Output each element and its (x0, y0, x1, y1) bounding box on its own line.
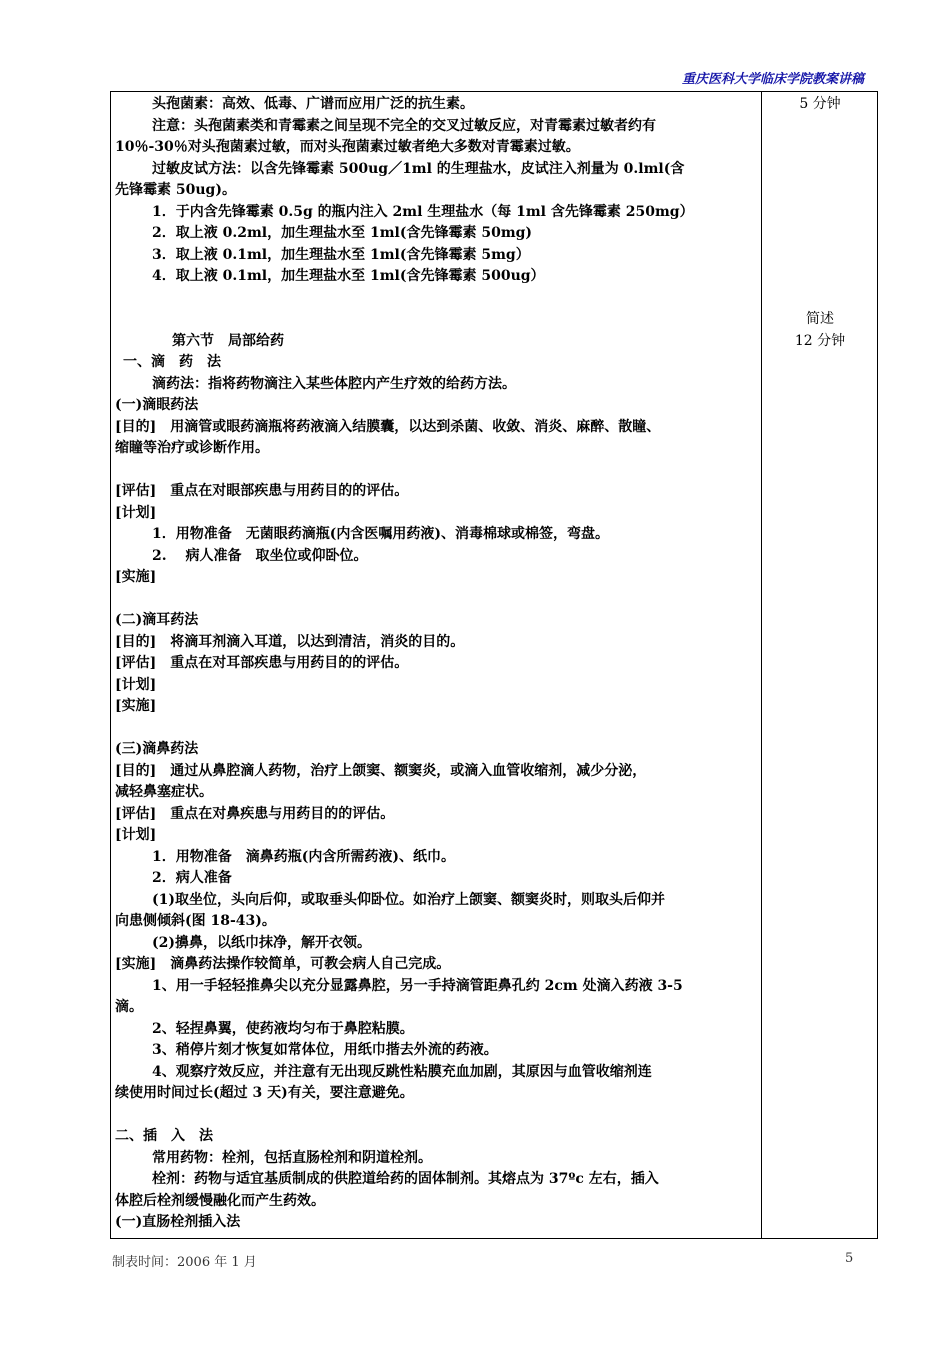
text-line: 注意：头孢菌素类和青霉素之间呈现不完全的交叉过敏反应，对青霉素过敏者约有 (152, 117, 656, 134)
header-title: 重庆医科大学临床学院教案讲稿 (681, 72, 864, 87)
time-note-2b: 12 分钟 (794, 333, 846, 349)
subsection-title: 二、插 入 法 (115, 1128, 213, 1144)
text-line: [计划] (115, 504, 157, 521)
text-line: 3．取上液 0.1ml，加生理盐水至 1ml(含先锋霉素 5mg） (152, 246, 530, 263)
footer-made-time: 制表时间：2006 年 1 月 (112, 1255, 257, 1270)
text-line: 4．取上液 0.1ml，加生理盐水至 1ml(含先锋霉素 500ug） (152, 268, 545, 284)
subsection-heading: (二)滴耳药法 (115, 612, 199, 628)
text-line: [评估] 重点在对眼部疾患与用药目的的评估。 (115, 483, 409, 499)
text-line: [目的] 将滴耳剂滴入耳道，以达到清洁，消炎的目的。 (115, 633, 465, 650)
text-line: 缩瞳等治疗或诊断作用。 (115, 440, 269, 456)
text-line: 1．于内含先锋霉素 0.5g 的瓶内注入 2ml 生理盐水（每 1ml 含先锋霉素 250mg） (152, 203, 694, 220)
text-line: 滴药法：指将药物滴注入某些体腔内产生疗效的给药方法。 (152, 375, 516, 392)
text-line: 3、稍停片刻才恢复如常体位，用纸巾揩去外流的药液。 (152, 1042, 498, 1058)
subsection-heading: (三)滴鼻药法 (115, 741, 199, 757)
text-line: 常用药物：栓剂，包括直肠栓剂和阴道栓剂。 (152, 1149, 432, 1166)
time-note-1: 5 分钟 (799, 96, 841, 112)
text-line: (1)取坐位，头向后仰，或取垂头仰卧位。如治疗上颌窦、额窦炎时，则取头后仰并 (152, 891, 665, 908)
text-line: (2)擤鼻，以纸巾抹净，解开衣领。 (152, 934, 371, 951)
text-line: 1．用物准备 滴鼻药瓶(内含所需药液)、纸巾。 (152, 848, 455, 865)
text-line: [实施] (115, 698, 157, 714)
subsection-heading: (一)滴眼药法 (115, 397, 199, 413)
main-content (115, 94, 757, 1234)
text-line: 滴。 (115, 999, 143, 1015)
subsection-heading: (一)直肠栓剂插入法 (115, 1214, 241, 1230)
text-line: [评估] 重点在对耳部疾患与用药目的的评估。 (115, 655, 409, 671)
text-line: 栓剂：药物与适宜基质制成的供腔道给药的固体制剂。其熔点为 37ºc 左右，插入 (152, 1171, 659, 1187)
text-line: 10％-30％对头孢菌素过敏，而对头孢菌素过敏者绝大多数对青霉素过敏。 (115, 139, 580, 155)
text-line: 减轻鼻塞症状。 (115, 784, 213, 800)
text-line: [实施] (115, 569, 157, 585)
column-divider (761, 92, 762, 1238)
section-title: 第六节 局部给药 (172, 332, 284, 349)
text-line: 2．病人准备 (152, 870, 232, 886)
text-line: 过敏皮试方法：以含先锋霉素 500ug／1ml 的生理盐水，皮试注入剂量为 0.lml(含 (152, 160, 685, 177)
text-line: [实施] 滴鼻药法操作较简单，可教会病人自己完成。 (115, 956, 451, 972)
text-line: 头孢菌素：高效、低毒、广谱而应用广泛的抗生素。 (152, 96, 474, 112)
text-line: 2．取上液 0.2ml，加生理盐水至 1ml(含先锋霉素 50mg) (152, 225, 533, 241)
page-number: 5 (845, 1251, 854, 1266)
text-line: 1．用物准备 无菌眼药滴瓶(内含医嘱用药液)、消毒棉球或棉签，弯盘。 (152, 526, 609, 542)
text-line: 体腔后栓剂缓慢融化而产生药效。 (115, 1192, 325, 1209)
text-line: 向患侧倾斜(图 18-43)。 (115, 913, 276, 929)
text-line: 2、轻捏鼻翼，使药液均匀布于鼻腔粘膜。 (152, 1020, 414, 1037)
text-line: [计划] (115, 827, 157, 843)
text-line: [目的] 通过从鼻腔滴人药物，治疗上颌窦、额窦炎，或滴入血管收缩剂，减少分泌， (115, 762, 647, 779)
text-line: 续使用时间过长(超过 3 天)有关，要注意避免。 (115, 1085, 414, 1101)
text-line: 先锋霉素 50ug)。 (115, 182, 236, 198)
time-note-2a: 简述 (806, 311, 834, 327)
lesson-table (110, 91, 878, 1239)
text-line: 4、观察疗效反应，并注意有无出现反跳性粘膜充血加剧，其原因与血管收缩剂连 (152, 1063, 652, 1080)
text-line: [评估] 重点在对鼻疾患与用药目的的评估。 (115, 805, 395, 822)
text-line: 2. 病人准备 取坐位或仰卧位。 (152, 547, 368, 564)
subsection-title: 一、滴 药 法 (123, 354, 221, 370)
text-line: [目的] 用滴管或眼药滴瓶将药液滴入结膜囊，以达到杀菌、收敛、消炎、麻醉、散瞳、 (115, 418, 661, 435)
text-line: [计划] (115, 676, 157, 693)
text-line: 1、用一手轻轻推鼻尖以充分显露鼻腔，另一手持滴管距鼻孔约 2cm 处滴入药液 3-5 (152, 977, 683, 994)
